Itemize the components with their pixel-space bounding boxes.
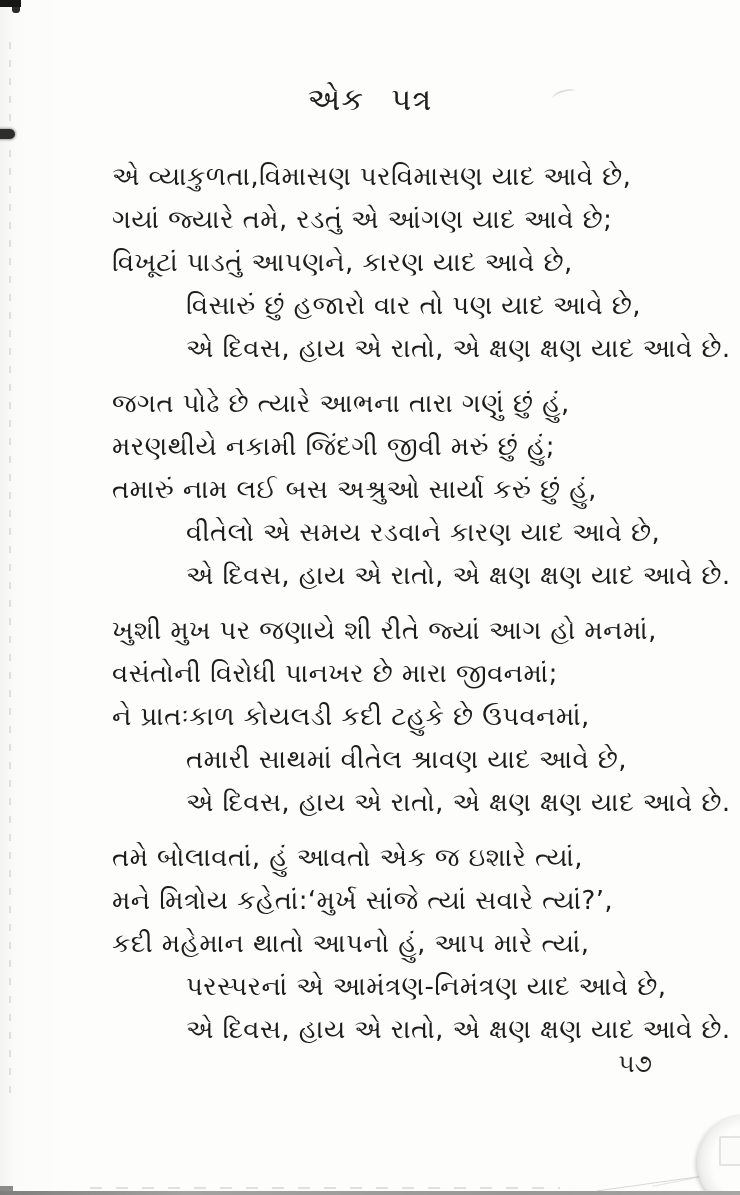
stanza-2 [112,383,731,598]
poem-line: તમે બોલાવતાં, હું આવતો એક જ ઇશારે ત્યાં, [112,843,583,873]
poem-title: એક પત્ર [307,82,433,118]
page-curl-highlight [719,1136,740,1166]
poem-line: વસંતોની વિરોધી પાનખર છે મારા જીવનમાં; [112,659,558,689]
poem-line: વીતેલો એ સમય રડવાને કારણ યાદ આવે છે, [186,518,661,548]
stanza-4 [112,837,731,1052]
poem-line: ખુશી મુખ પર જણાયે શી રીતે જ્યાં આગ હો મનમાં, [112,616,657,646]
poem-line: તમારી સાથમાં વીતેલ શ્રાવણ યાદ આવે છે, [186,745,627,775]
poem-line: ને પ્રાતઃકાળ કોયલડી કદી ટહુકે છે ઉપવનમાં, [112,702,590,732]
poem-line: એ દિવસ, હાય એ રાતો, એ ક્ષણ ક્ષણ યાદ આવે છે. [186,561,731,591]
poem-line: કદી મહેમાન થાતો આપનો હું, આપ મારે ત્યાં, [112,929,590,959]
page-curl-artifact [697,1114,740,1195]
poem-line: તમારું નામ લઈ બસ અશ્રુઓ સાર્યા કરું છું હું, [112,475,597,505]
poem-line: જગત પોઢે છે ત્યારે આભના તારા ગણું છું હું, [112,389,570,419]
poem-body [112,156,731,1064]
poem-line: ગયાં જ્યારે તમે, રડતું એ આંગણ યાદ આવે છે; [112,205,613,235]
poem-line: એ વ્યાકુળતા,વિમાસણ પરવિમાસણ યાદ આવે છે, [112,162,632,192]
stanza-3 [112,610,731,825]
scan-smudge-top-left [0,0,21,7]
poem-line: એ દિવસ, હાય એ રાતો, એ ક્ષણ ક્ષણ યાદ આવે છે. [186,788,731,818]
page-number: ૫૭ [618,1049,652,1078]
stanza-1 [112,156,731,371]
poem-line: એ દિવસ, હાય એ રાતો, એ ક્ષણ ક્ષણ યાદ આવે છે. [186,1015,731,1045]
poem-line: મરણથીયે નકામી જિંદગી જીવી મરું છું હું; [112,432,555,462]
poem-line: પરસ્પરનાં એ આમંત્રણ-નિમંત્રણ યાદ આવે છે, [186,972,667,1002]
scan-edge-bottom [0,1191,740,1195]
poem-line: વિખૂટાં પાડતું આપણને, કારણ યાદ આવે છે, [112,248,573,278]
scan-smudge-left-edge [0,129,15,139]
page-binding-edge-line [9,42,11,1097]
scan-smudge-bottom [90,1187,560,1189]
poem-line: એ દિવસ, હાય એ રાતો, એ ક્ષણ ક્ષણ યાદ આવે છે. [186,334,731,364]
poem-line: વિસારું છું હજારો વાર તો પણ યાદ આવે છે, [186,291,641,321]
poem-line: મને મિત્રોય કહેતાં:‘મુર્ખ સાંજે ત્યાં સવારે ત્યાં?’, [112,886,614,916]
